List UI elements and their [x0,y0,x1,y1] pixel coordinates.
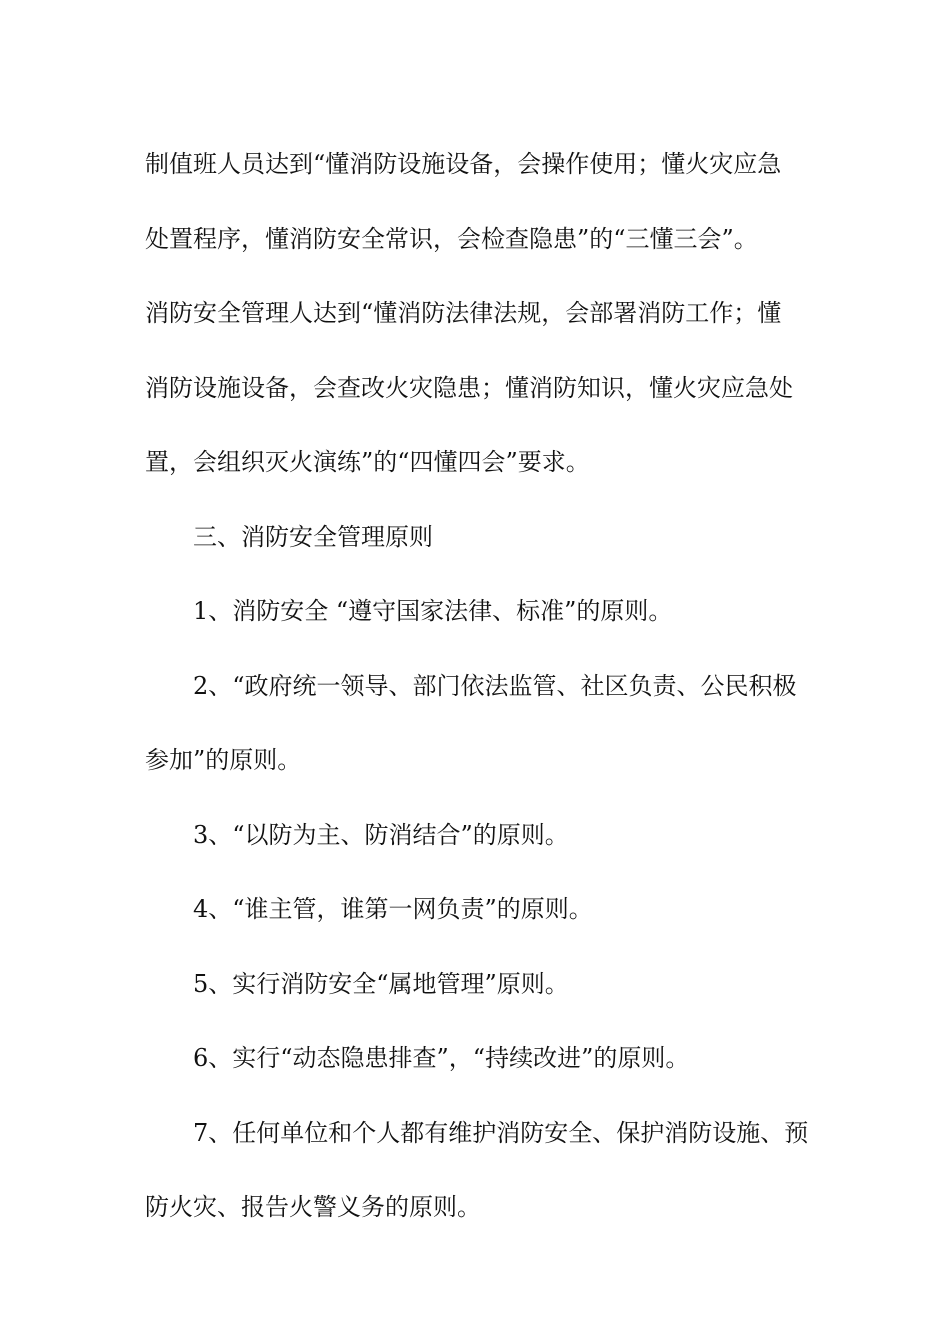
text-line: 置，会组织灭火演练”的“四懂四会”要求。 [145,448,590,476]
text-line: 制值班人员达到“懂消防设施设备，会操作使用；懂火灾应急 [145,150,782,178]
text-line: 处置程序，懂消防安全常识，会检查隐患”的“三懂三会”。 [145,224,758,253]
principle-item-7: 7、任何单位和个人都有维护消防安全、保护消防设施、预 [193,1118,809,1147]
document-body [145,127,810,1245]
principle-item-4: 4、“谁主管，谁第一网负责”的原则。 [193,895,593,923]
principle-item-1: 1、消防安全 “遵守国家法律、标准”的原则。 [193,597,673,625]
principle-item-5: 5、实行消防安全“属地管理”原则。 [193,969,569,998]
principle-item-7-continued: 防火灾、报告火警义务的原则。 [145,1193,481,1221]
principle-item-6: 6、实行“动态隐患排查”，“持续改进”的原则。 [193,1044,690,1072]
principle-item-2: 2、“政府统一领导、部门依法监管、社区负责、公民积极 [193,671,797,700]
text-line: 消防安全管理人达到“懂消防法律法规，会部署消防工作；懂 [145,299,782,327]
text-line: 消防设施设备，会查改火灾隐患；懂消防知识，懂火灾应急处 [145,373,793,402]
principle-item-2-continued: 参加”的原则。 [145,746,302,774]
principle-item-3: 3、“以防为主、防消结合”的原则。 [193,820,569,849]
section-heading: 三、消防安全管理原则 [193,522,433,551]
